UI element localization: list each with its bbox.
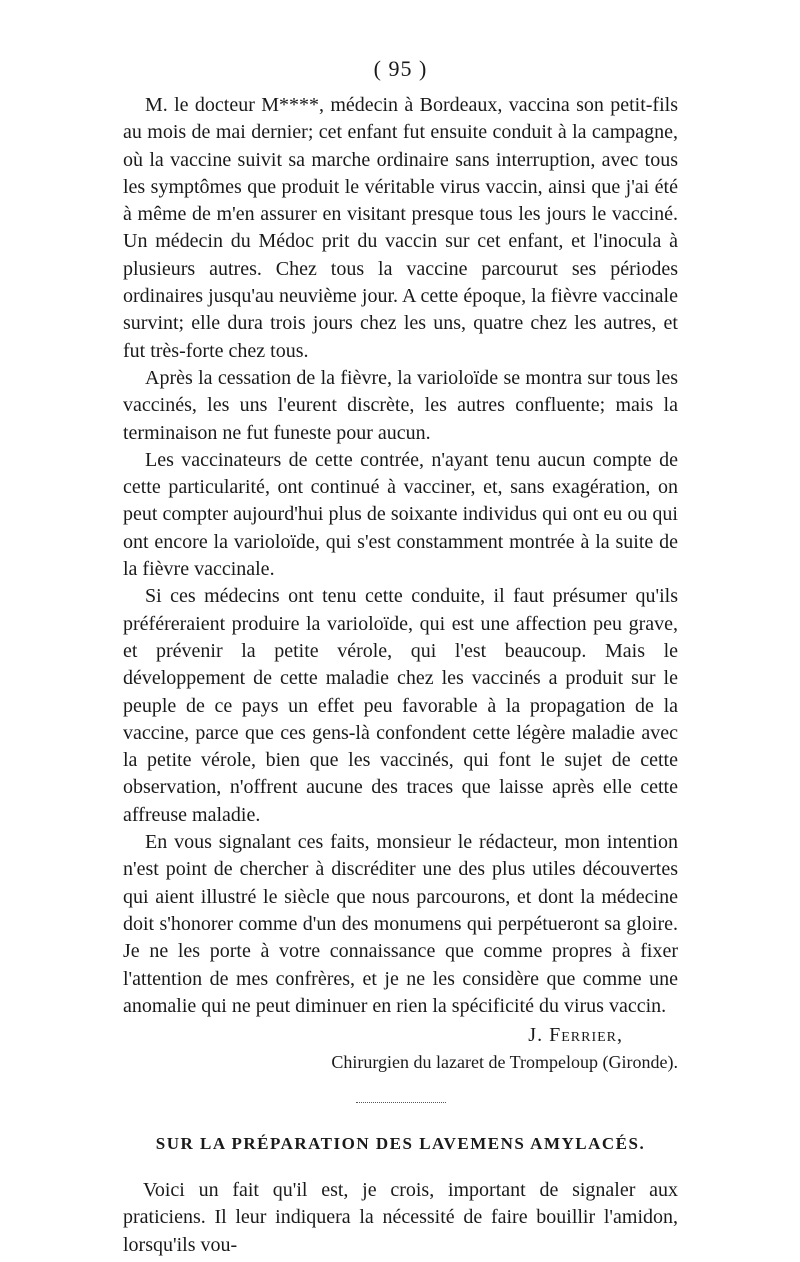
signature-block <box>123 1022 678 1076</box>
paragraph-5: En vous signalant ces faits, monsieur le rédacteur, mon intention n'est point de chercher à discréditer une des plus utiles découvertes qui aient illustré le siècle que nous parcourons, et dont la médecine doit s'honorer comme d'un des monumens qui perpétueront sa gloire. Je ne les porte à votre connaissance que comme propres à fixer l'attention de mes confrères, et je ne les considère que comme une anomalie qui ne peut diminuer en rien la spécificité du virus vaccin. <box>123 831 678 1017</box>
signature-initial: J. <box>528 1024 544 1047</box>
page-number: ( 95 ) <box>373 56 428 81</box>
section-paragraph: Voici un fait qu'il est, je crois, important de signaler aux praticiens. Il leur indiquera la nécessité de faire bouillir l'amidon, lorsqu'ils vou- <box>123 1179 678 1256</box>
paragraph-1: M. le docteur M****, médecin à Bordeaux, vaccina son petit-fils au mois de mai dernier; cet enfant fut ensuite conduit à la campagne, où la vaccine suivit sa marche ordinaire sans interruption, avec tous les symptômes que produit le véritable virus vaccin, ainsi que j'ai été à même de m'en assurer en visitant presque tous les jours le vacciné. Un médecin du Médoc prit du vaccin sur cet enfant, et l'inocula à plusieurs autres. Chez tous la vaccine parcourut ses périodes ordinaires jusqu'au neuvième jour. A cette époque, la fièvre vaccinale survint; elle dura trois jours chez les uns, quatre chez les autres, et fut très-forte chez tous. <box>123 94 678 362</box>
paragraph-3: Les vaccinateurs de cette contrée, n'ayant tenu aucun compte de cette particularité, ont continué à vacciner, et, sans exagération, on peut compter aujourd'hui plus de soixante individus qui ont eu ou qui ont encore la varioloïde, qui s'est constamment montrée à la suite de la fièvre vaccinale. <box>123 448 678 581</box>
signature-name <box>123 1022 678 1049</box>
signature-trailing: , <box>617 1024 623 1047</box>
document-page <box>123 56 678 1259</box>
section-title: SUR LA PRÉPARATION DES LAVEMENS AMYLACÉS. <box>155 1134 646 1154</box>
signature-surname: Ferrier <box>549 1024 617 1047</box>
signature-title: Chirurgien du lazaret de Trompeloup (Gironde). <box>331 1052 678 1073</box>
section-divider <box>356 1102 446 1103</box>
paragraph-4: Si ces médecins ont tenu cette conduite, il faut présumer qu'ils préféreraient produire la varioloïde, qui est une affection peu grave, et prévenir la petite vérole, qui l'est beaucoup. Mais le développement de cette maladie chez les vaccinés a produit sur le peuple de ce pays un effet peu favorable à la propagation de la vaccine, parce que ces gens-là confondent cette légère maladie avec la petite vérole, bien que les vaccinés, qui font le sujet de cette observation, n'offrent aucune des traces que laisse après elle cette affreuse maladie. <box>123 585 678 826</box>
paragraph-2: Après la cessation de la fièvre, la varioloïde se montra sur tous les vaccinés, les uns l'eurent discrète, les autres confluente; mais la terminaison ne fut funeste pour aucun. <box>123 366 678 444</box>
